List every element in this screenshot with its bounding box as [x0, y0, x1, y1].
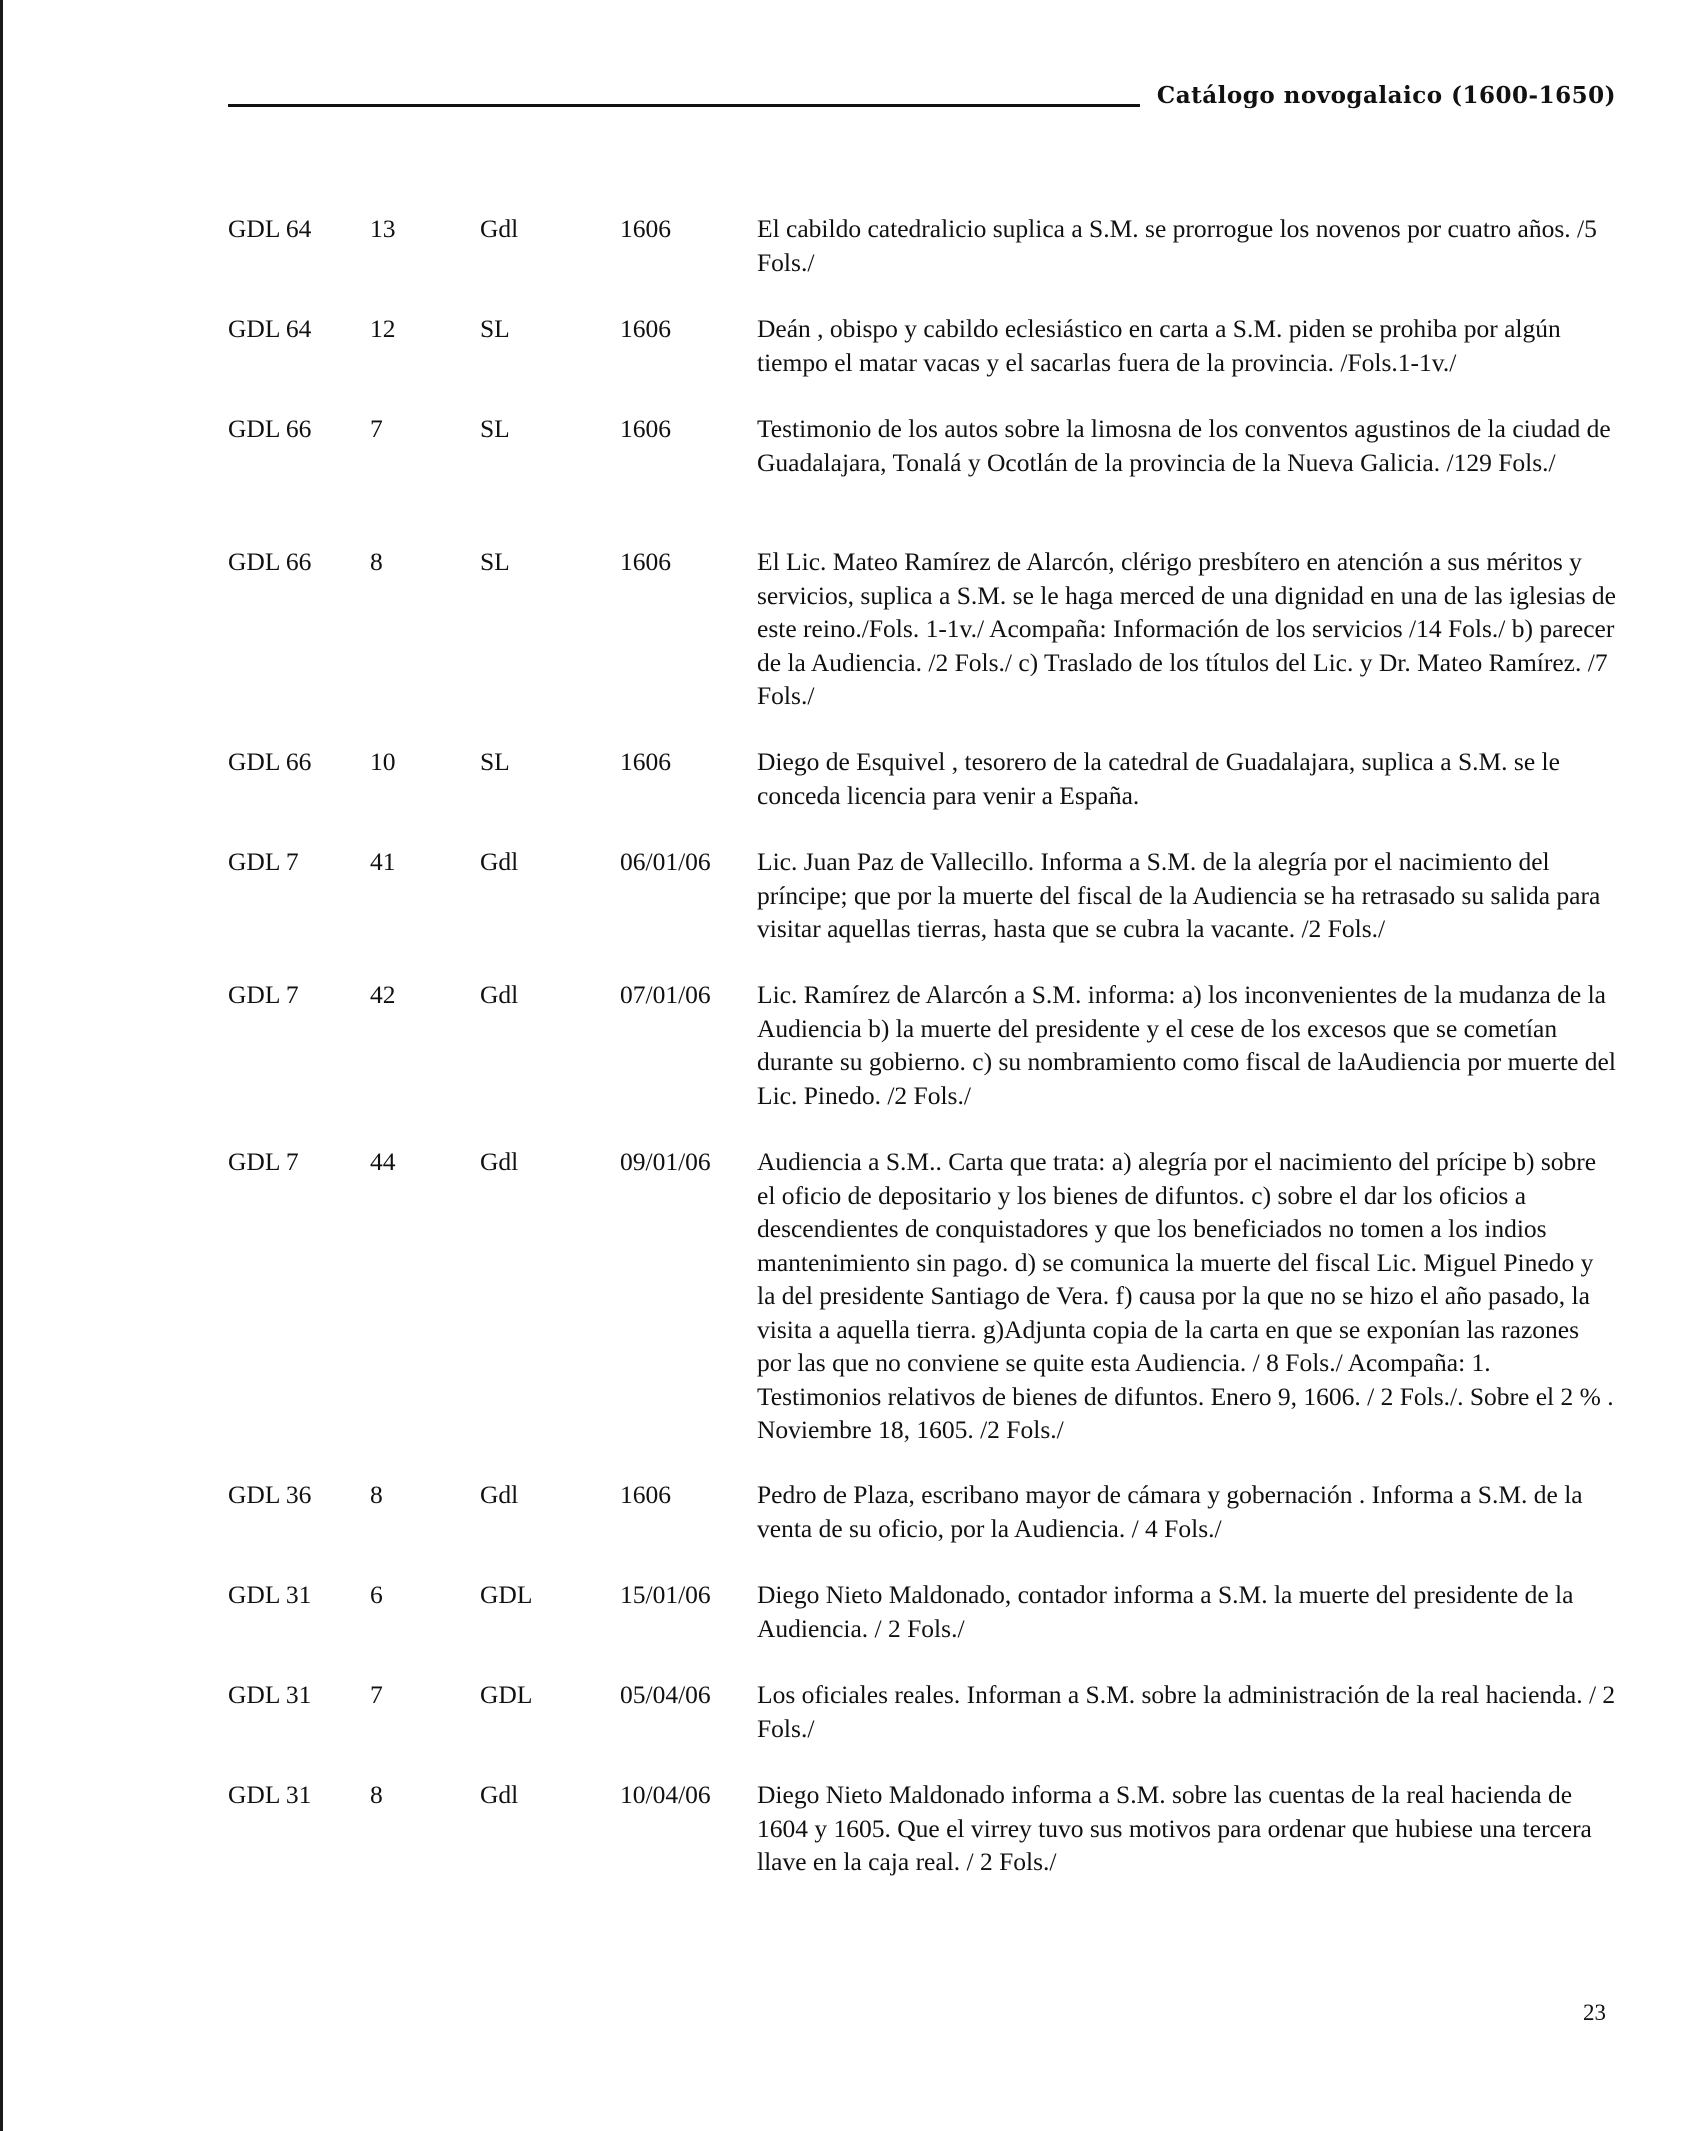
entry-date: 1606	[620, 214, 671, 243]
entry-description: Deán , obispo y cabildo eclesiástico en carta a S.M. piden se prohiba por algún tiempo el matar vacas y el sacarlas fuera de la provincia. /Fols.1-1v./	[757, 314, 1561, 377]
entry-description: Testimonio de los autos sobre la limosna de los conventos agustinos de la ciudad de Guadalajara, Tonalá y Ocotlán de la provincia de la Nueva Galicia. /129 Fols./	[757, 414, 1611, 477]
entry-reference: GDL 31	[228, 1580, 312, 1609]
entry-date: 1606	[620, 747, 671, 776]
entry-number: 7	[370, 1680, 383, 1709]
entry-number: 8	[370, 1780, 383, 1809]
page-number: 23	[1583, 2000, 1606, 2025]
entry-reference: GDL 66	[228, 547, 312, 576]
entry-date: 1606	[620, 1480, 671, 1509]
entry-reference: GDL 31	[228, 1780, 312, 1809]
header-title: Catálogo novogalaico (1600-1650)	[1156, 82, 1616, 109]
entry-reference: GDL 7	[228, 1147, 299, 1176]
entry-date: 10/04/06	[620, 1780, 711, 1809]
entry-number: 41	[370, 847, 396, 876]
entry-reference: GDL 7	[228, 980, 299, 1009]
entry-description: Pedro de Plaza, escribano mayor de cámara y gobernación . Informa a S.M. de la venta de su oficio, por la Audiencia. / 4 Fols./	[757, 1480, 1583, 1543]
entry-number: 44	[370, 1147, 396, 1176]
entry-number: 8	[370, 547, 383, 576]
entry-place: Gdl	[480, 847, 519, 876]
entry-reference: GDL 66	[228, 747, 312, 776]
entry-date: 06/01/06	[620, 847, 711, 876]
entry-place: SL	[480, 414, 510, 443]
entry-reference: GDL 64	[228, 314, 312, 343]
entry-description: Lic. Juan Paz de Vallecillo. Informa a S.M. de la alegría por el nacimiento del príncipe; que por la muerte del fiscal de la Audiencia se ha retrasado su salida para visitar aquellas tierras, hasta que se cubra la vacante. /2 Fols./	[757, 847, 1601, 943]
entry-date: 1606	[620, 414, 671, 443]
entry-date: 07/01/06	[620, 980, 711, 1009]
entry-description: El Lic. Mateo Ramírez de Alarcón, clérigo presbítero en atención a sus méritos y servicios, suplica a S.M. se le haga merced de una dignidad en una de las iglesias de este reino./Fols. 1-1v./ Acompaña: Información de los servicios /14 Fols./ b) parecer de la Audiencia. /2 Fols./ c) Traslado de los títulos del Lic. y Dr. Mateo Ramírez. /7 Fols./	[757, 547, 1616, 710]
entry-reference: GDL 64	[228, 214, 312, 243]
entry-place: SL	[480, 547, 510, 576]
entry-place: Gdl	[480, 1147, 519, 1176]
entry-description: Diego de Esquivel , tesorero de la catedral de Guadalajara, suplica a S.M. se le conceda licencia para venir a España.	[757, 747, 1560, 810]
entry-place: Gdl	[480, 214, 519, 243]
entry-reference: GDL 7	[228, 847, 299, 876]
entry-number: 10	[370, 747, 396, 776]
entry-date: 15/01/06	[620, 1580, 711, 1609]
entry-number: 13	[370, 214, 396, 243]
entry-number: 12	[370, 314, 396, 343]
entry-date: 1606	[620, 314, 671, 343]
entry-number: 42	[370, 980, 396, 1009]
entry-place: GDL	[480, 1580, 533, 1609]
entry-number: 6	[370, 1580, 383, 1609]
entry-number: 8	[370, 1480, 383, 1509]
entry-place: Gdl	[480, 980, 519, 1009]
entry-place: SL	[480, 747, 510, 776]
entry-reference: GDL 36	[228, 1480, 312, 1509]
entry-place: Gdl	[480, 1480, 519, 1509]
entry-description: Diego Nieto Maldonado, contador informa a S.M. la muerte del presidente de la Audiencia. / 2 Fols./	[757, 1580, 1574, 1643]
entry-description: Audiencia a S.M.. Carta que trata: a) alegría por el nacimiento del prícipe b) sobre el oficio de depositario y los bienes de difuntos. c) sobre el dar los oficios a descendientes de conquistadores y que los beneficiados no tomen a los indios mantenimiento sin pago. d) se comunica la muerte del fiscal Lic. Miguel Pinedo y la del presidente Santiago de Vera. f) causa por la que no se hizo el año pasado, la visita a aquella tierra. g)Adjunta copia de la carta en que se exponían las razones por las que no conviene se quite esta Audiencia. / 8 Fols./ Acompaña: 1. Testimonios relativos de bienes de difuntos. Enero 9, 1606. / 2 Fols./. Sobre el 2 % . Noviembre 18, 1605. /2 Fols./	[757, 1147, 1614, 1444]
entry-place: Gdl	[480, 1780, 519, 1809]
entry-description: El cabildo catedralicio suplica a S.M. se prorrogue los novenos por cuatro años. /5 Fols./	[757, 214, 1597, 277]
entry-description: Lic. Ramírez de Alarcón a S.M. informa: a) los inconvenientes de la mudanza de la Audiencia b) la muerte del presidente y el cese de los excesos que se cometían durante su gobierno. c) su nombramiento como fiscal de laAudiencia por muerte del Lic. Pinedo. /2 Fols./	[757, 980, 1616, 1110]
entry-date: 09/01/06	[620, 1147, 711, 1176]
entry-date: 05/04/06	[620, 1680, 711, 1709]
entry-reference: GDL 31	[228, 1680, 312, 1709]
entry-place: GDL	[480, 1680, 533, 1709]
entry-description: Los oficiales reales. Informan a S.M. sobre la administración de la real hacienda. / 2 Fols./	[757, 1680, 1616, 1743]
entry-reference: GDL 66	[228, 414, 312, 443]
entry-place: SL	[480, 314, 510, 343]
entry-description: Diego Nieto Maldonado informa a S.M. sobre las cuentas de la real hacienda de 1604 y 1605. Que el virrey tuvo sus motivos para ordenar que hubiese una tercera llave en la caja real. / 2 Fols./	[757, 1780, 1592, 1876]
entry-number: 7	[370, 414, 383, 443]
entry-date: 1606	[620, 547, 671, 576]
